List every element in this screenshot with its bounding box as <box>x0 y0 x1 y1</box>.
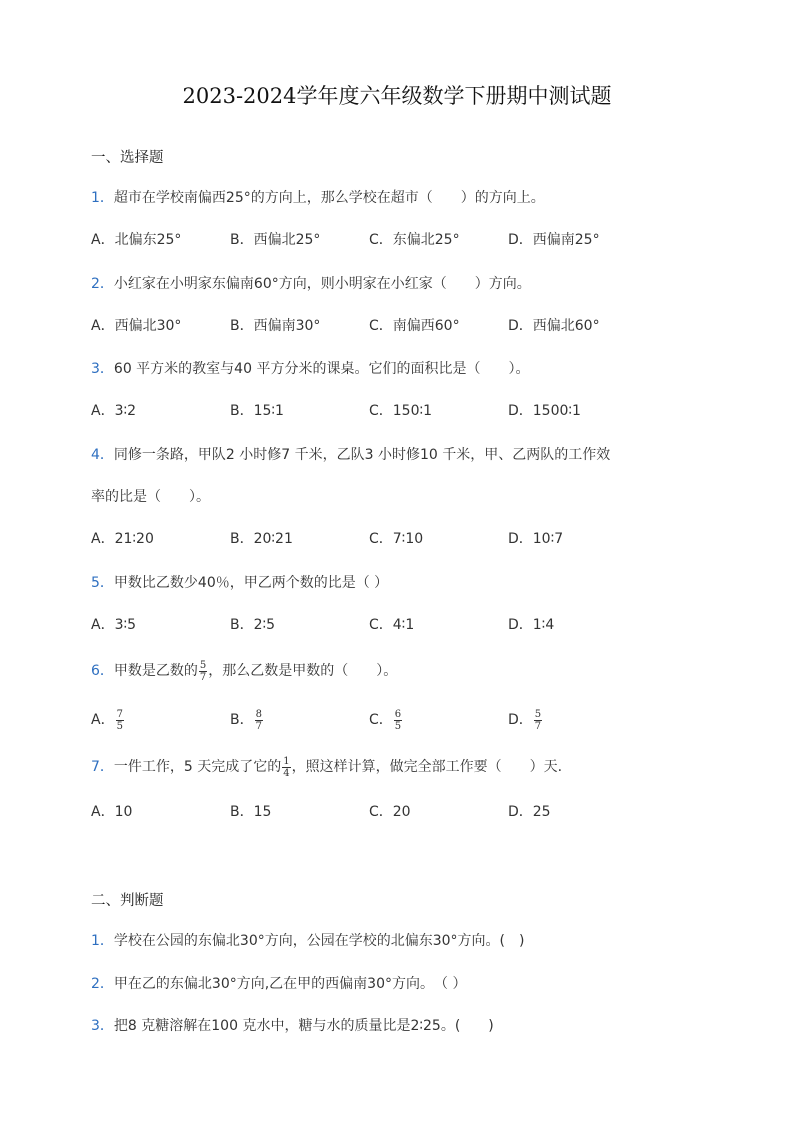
option-d: D．西偏南25° <box>508 232 600 248</box>
options-4 <box>91 527 731 551</box>
option-d: D．1∶4 <box>508 617 555 633</box>
judge-question-3 <box>91 1016 494 1036</box>
option-d: D． $\frac{5}{7}$ <box>508 708 542 732</box>
option-c: C．150∶1 <box>369 403 433 419</box>
question-number: 7． <box>91 759 114 775</box>
options-2 <box>91 314 731 338</box>
question-5 <box>91 573 388 593</box>
question-number: 3． <box>91 1018 114 1034</box>
option-b: B．15∶1 <box>230 403 284 419</box>
question-text-post: ，那么乙数是甲数的（ ）。 <box>208 663 398 679</box>
options-1 <box>91 228 731 252</box>
question-1 <box>91 188 545 208</box>
question-text-pre: 一件工作，5 天完成了它的 <box>113 759 282 775</box>
question-text: 小红家在小明家东偏南60°方向，则小明家在小红家（ ）方向。 <box>113 276 531 292</box>
option-c: C．20 <box>369 804 411 820</box>
options-3 <box>91 399 731 423</box>
question-text: 甲数比乙数少40％，甲乙两个数的比是（ ） <box>113 575 389 591</box>
option-d: D．西偏北60° <box>508 318 600 334</box>
option-a: A． $\frac{7}{5}$ <box>91 708 123 732</box>
option-d: D．25 <box>508 804 551 820</box>
option-a: A．3∶5 <box>91 617 137 633</box>
options-5 <box>91 613 731 637</box>
question-number: 5． <box>91 575 114 591</box>
section-title-choice: 一、选择题 <box>91 150 164 166</box>
question-text-pre: 甲数是乙数的 <box>113 663 198 679</box>
question-number: 1． <box>91 190 114 206</box>
question-number: 4． <box>91 447 114 463</box>
option-b: B．西偏北25° <box>230 232 321 248</box>
judge-question-1 <box>91 931 524 951</box>
fraction: $\frac{5}{7}$ <box>199 659 207 683</box>
option-d: D．10∶7 <box>508 531 564 547</box>
section-title-judge: 二、判断题 <box>91 893 164 909</box>
option-a: A．北偏东25° <box>91 232 182 248</box>
option-a: A．10 <box>91 804 133 820</box>
option-b: B．15 <box>230 804 272 820</box>
option-a: A．3∶2 <box>91 403 137 419</box>
question-number: 2． <box>91 976 114 992</box>
option-b: B．20∶21 <box>230 531 293 547</box>
question-text: 超市在学校南偏西25°的方向上，那么学校在超市（ ）的方向上。 <box>113 190 545 206</box>
options-7 <box>91 800 731 824</box>
question-text: 学校在公园的东偏北30°方向，公园在学校的北偏东30°方向。( ) <box>113 933 525 949</box>
options-6 <box>91 706 731 734</box>
question-text: 把8 克糖溶解在100 克水中，糖与水的质量比是2∶25。( ) <box>113 1018 494 1034</box>
option-c: C． $\frac{6}{5}$ <box>369 708 402 732</box>
question-text: 甲在乙的东偏北30°方向,乙在甲的西偏南30°方向。 （ ） <box>113 976 467 992</box>
question-4 <box>91 445 610 465</box>
judge-question-2 <box>91 974 466 994</box>
question-text: 同修一条路，甲队2 小时修7 千米，乙队3 小时修10 千米，甲、乙两队的工作效 <box>113 447 611 463</box>
question-4-continued: 率的比是（ ）。 <box>91 489 210 505</box>
question-number: 3． <box>91 361 114 377</box>
option-b: B．2∶5 <box>230 617 276 633</box>
option-b: B．西偏南30° <box>230 318 321 334</box>
fraction: $\frac{1}{4}$ <box>283 755 290 779</box>
question-3 <box>91 359 529 379</box>
question-2 <box>91 274 531 294</box>
question-7 <box>91 754 562 780</box>
question-text: 60 平方米的教室与40 平方分米的课桌。它们的面积比是（ ）。 <box>113 361 530 377</box>
question-number: 2． <box>91 276 114 292</box>
option-a: A．西偏北30° <box>91 318 182 334</box>
question-number: 6． <box>91 663 114 679</box>
option-c: C．7∶10 <box>369 531 424 547</box>
option-d: D．1500∶1 <box>508 403 581 419</box>
option-b: B． $\frac{8}{7}$ <box>230 708 262 732</box>
question-number: 1． <box>91 933 114 949</box>
question-6 <box>91 658 397 684</box>
option-c: C．东偏北25° <box>369 232 460 248</box>
page-title: 2023-2024学年度六年级数学下册期中测试题 <box>182 84 612 108</box>
option-c: C．4∶1 <box>369 617 415 633</box>
option-a: A．21∶20 <box>91 531 154 547</box>
option-c: C．南偏西60° <box>369 318 460 334</box>
question-text-post: ，照这样计算，做完全部工作要（ ）天. <box>291 759 563 775</box>
